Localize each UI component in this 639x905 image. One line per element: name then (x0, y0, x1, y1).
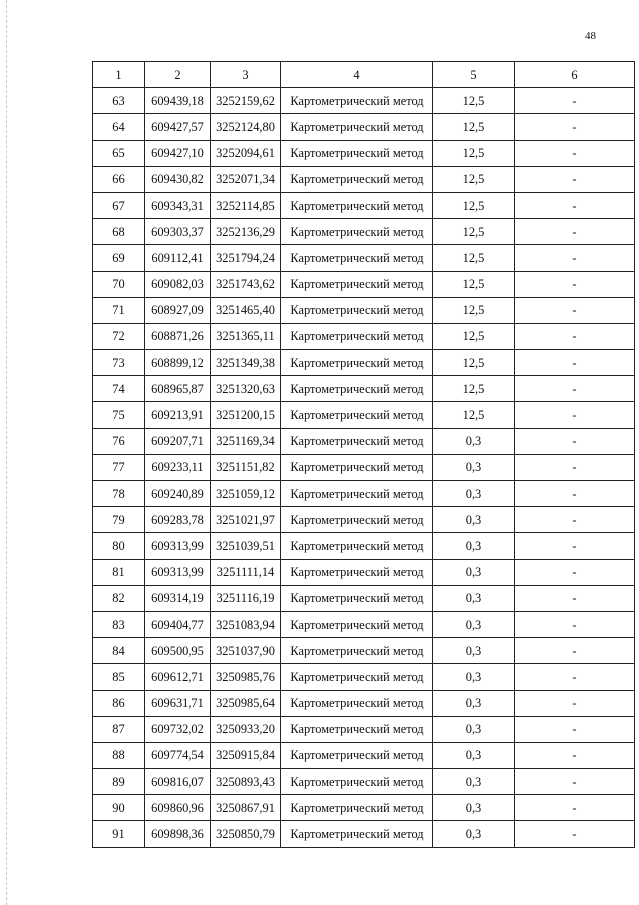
method-cell: Картометрический метод (281, 742, 433, 768)
x-coordinate-cell: 609898,36 (145, 821, 211, 847)
point-number-cell: 75 (93, 402, 145, 428)
table-row (93, 140, 635, 166)
method-cell: Картометрический метод (281, 402, 433, 428)
precision-cell: 0,3 (433, 769, 515, 795)
y-coordinate-cell: 3252136,29 (211, 219, 281, 245)
x-coordinate-cell: 609082,03 (145, 271, 211, 297)
note-cell: - (515, 219, 635, 245)
method-cell: Картометрический метод (281, 271, 433, 297)
y-coordinate-cell: 3250985,76 (211, 664, 281, 690)
table-body (93, 88, 635, 847)
method-cell: Картометрический метод (281, 690, 433, 716)
x-coordinate-cell: 609313,99 (145, 533, 211, 559)
y-coordinate-cell: 3251039,51 (211, 533, 281, 559)
x-coordinate-cell: 609427,10 (145, 140, 211, 166)
precision-cell: 12,5 (433, 402, 515, 428)
precision-cell: 12,5 (433, 166, 515, 192)
y-coordinate-cell: 3250915,84 (211, 742, 281, 768)
y-coordinate-cell: 3251465,40 (211, 297, 281, 323)
y-coordinate-cell: 3252159,62 (211, 88, 281, 114)
precision-cell: 0,3 (433, 481, 515, 507)
table-row (93, 533, 635, 559)
precision-cell: 12,5 (433, 219, 515, 245)
x-coordinate-cell: 609439,18 (145, 88, 211, 114)
x-coordinate-cell: 609430,82 (145, 166, 211, 192)
point-number-cell: 79 (93, 507, 145, 533)
precision-cell: 12,5 (433, 271, 515, 297)
method-cell: Картометрический метод (281, 245, 433, 271)
table-header-row (93, 62, 635, 88)
table-row (93, 323, 635, 349)
table-row (93, 690, 635, 716)
point-number-cell: 89 (93, 769, 145, 795)
column-header-3: 3 (211, 62, 281, 88)
point-number-cell: 76 (93, 428, 145, 454)
y-coordinate-cell: 3250985,64 (211, 690, 281, 716)
point-number-cell: 86 (93, 690, 145, 716)
precision-cell: 0,3 (433, 716, 515, 742)
precision-cell: 12,5 (433, 140, 515, 166)
method-cell: Картометрический метод (281, 219, 433, 245)
table-row (93, 481, 635, 507)
point-number-cell: 69 (93, 245, 145, 271)
method-cell: Картометрический метод (281, 140, 433, 166)
table-row (93, 559, 635, 585)
x-coordinate-cell: 609283,78 (145, 507, 211, 533)
y-coordinate-cell: 3251151,82 (211, 454, 281, 480)
point-number-cell: 81 (93, 559, 145, 585)
method-cell: Картометрический метод (281, 507, 433, 533)
note-cell: - (515, 376, 635, 402)
note-cell: - (515, 690, 635, 716)
note-cell: - (515, 585, 635, 611)
method-cell: Картометрический метод (281, 585, 433, 611)
table-row (93, 350, 635, 376)
x-coordinate-cell: 609427,57 (145, 114, 211, 140)
note-cell: - (515, 323, 635, 349)
x-coordinate-cell: 609112,41 (145, 245, 211, 271)
table-row (93, 297, 635, 323)
method-cell: Картометрический метод (281, 795, 433, 821)
note-cell: - (515, 271, 635, 297)
precision-cell: 0,3 (433, 585, 515, 611)
method-cell: Картометрический метод (281, 454, 433, 480)
note-cell: - (515, 742, 635, 768)
x-coordinate-cell: 608899,12 (145, 350, 211, 376)
point-number-cell: 67 (93, 192, 145, 218)
precision-cell: 12,5 (433, 376, 515, 402)
note-cell: - (515, 769, 635, 795)
point-number-cell: 80 (93, 533, 145, 559)
note-cell: - (515, 507, 635, 533)
method-cell: Картометрический метод (281, 481, 433, 507)
table-row (93, 507, 635, 533)
x-coordinate-cell: 609860,96 (145, 795, 211, 821)
precision-cell: 0,3 (433, 533, 515, 559)
point-number-cell: 68 (93, 219, 145, 245)
method-cell: Картометрический метод (281, 192, 433, 218)
precision-cell: 0,3 (433, 611, 515, 637)
table-row (93, 245, 635, 271)
table-row (93, 454, 635, 480)
table-row (93, 88, 635, 114)
column-header-1: 1 (93, 62, 145, 88)
note-cell: - (515, 350, 635, 376)
method-cell: Картометрический метод (281, 611, 433, 637)
point-number-cell: 71 (93, 297, 145, 323)
y-coordinate-cell: 3252114,85 (211, 192, 281, 218)
y-coordinate-cell: 3250933,20 (211, 716, 281, 742)
point-number-cell: 82 (93, 585, 145, 611)
table-row (93, 795, 635, 821)
method-cell: Картометрический метод (281, 297, 433, 323)
table-row (93, 716, 635, 742)
note-cell: - (515, 611, 635, 637)
note-cell: - (515, 821, 635, 847)
point-number-cell: 83 (93, 611, 145, 637)
point-number-cell: 74 (93, 376, 145, 402)
note-cell: - (515, 88, 635, 114)
note-cell: - (515, 114, 635, 140)
y-coordinate-cell: 3251743,62 (211, 271, 281, 297)
table-row (93, 271, 635, 297)
note-cell: - (515, 481, 635, 507)
point-number-cell: 90 (93, 795, 145, 821)
y-coordinate-cell: 3251200,15 (211, 402, 281, 428)
precision-cell: 12,5 (433, 350, 515, 376)
y-coordinate-cell: 3250850,79 (211, 821, 281, 847)
y-coordinate-cell: 3251116,19 (211, 585, 281, 611)
method-cell: Картометрический метод (281, 350, 433, 376)
point-number-cell: 87 (93, 716, 145, 742)
note-cell: - (515, 428, 635, 454)
table-row (93, 219, 635, 245)
precision-cell: 0,3 (433, 664, 515, 690)
y-coordinate-cell: 3252124,80 (211, 114, 281, 140)
point-number-cell: 73 (93, 350, 145, 376)
precision-cell: 12,5 (433, 192, 515, 218)
precision-cell: 0,3 (433, 454, 515, 480)
x-coordinate-cell: 609774,54 (145, 742, 211, 768)
y-coordinate-cell: 3251320,63 (211, 376, 281, 402)
point-number-cell: 88 (93, 742, 145, 768)
method-cell: Картометрический метод (281, 638, 433, 664)
precision-cell: 0,3 (433, 428, 515, 454)
page-number: 48 (585, 30, 596, 42)
method-cell: Картометрический метод (281, 821, 433, 847)
y-coordinate-cell: 3251021,97 (211, 507, 281, 533)
column-header-4: 4 (281, 62, 433, 88)
note-cell: - (515, 140, 635, 166)
x-coordinate-cell: 609213,91 (145, 402, 211, 428)
x-coordinate-cell: 608871,26 (145, 323, 211, 349)
method-cell: Картометрический метод (281, 533, 433, 559)
method-cell: Картометрический метод (281, 88, 433, 114)
x-coordinate-cell: 609314,19 (145, 585, 211, 611)
point-number-cell: 85 (93, 664, 145, 690)
x-coordinate-cell: 609816,07 (145, 769, 211, 795)
x-coordinate-cell: 609303,37 (145, 219, 211, 245)
method-cell: Картометрический метод (281, 323, 433, 349)
table-row (93, 769, 635, 795)
x-coordinate-cell: 609207,71 (145, 428, 211, 454)
note-cell: - (515, 402, 635, 428)
note-cell: - (515, 795, 635, 821)
scan-left-edge (6, 0, 7, 905)
x-coordinate-cell: 609631,71 (145, 690, 211, 716)
x-coordinate-cell: 609233,11 (145, 454, 211, 480)
point-number-cell: 78 (93, 481, 145, 507)
precision-cell: 0,3 (433, 742, 515, 768)
y-coordinate-cell: 3251083,94 (211, 611, 281, 637)
table-row (93, 664, 635, 690)
precision-cell: 12,5 (433, 297, 515, 323)
note-cell: - (515, 664, 635, 690)
table-row (93, 428, 635, 454)
point-number-cell: 66 (93, 166, 145, 192)
method-cell: Картометрический метод (281, 428, 433, 454)
precision-cell: 12,5 (433, 114, 515, 140)
x-coordinate-cell: 609313,99 (145, 559, 211, 585)
y-coordinate-cell: 3251365,11 (211, 323, 281, 349)
x-coordinate-cell: 608965,87 (145, 376, 211, 402)
y-coordinate-cell: 3252071,34 (211, 166, 281, 192)
point-number-cell: 65 (93, 140, 145, 166)
precision-cell: 12,5 (433, 323, 515, 349)
note-cell: - (515, 533, 635, 559)
note-cell: - (515, 166, 635, 192)
column-header-6: 6 (515, 62, 635, 88)
y-coordinate-cell: 3251111,14 (211, 559, 281, 585)
precision-cell: 12,5 (433, 245, 515, 271)
y-coordinate-cell: 3250893,43 (211, 769, 281, 795)
precision-cell: 0,3 (433, 559, 515, 585)
column-header-5: 5 (433, 62, 515, 88)
table-row (93, 638, 635, 664)
x-coordinate-cell: 609732,02 (145, 716, 211, 742)
table-row (93, 114, 635, 140)
point-number-cell: 77 (93, 454, 145, 480)
precision-cell: 0,3 (433, 638, 515, 664)
precision-cell: 0,3 (433, 795, 515, 821)
note-cell: - (515, 192, 635, 218)
x-coordinate-cell: 609404,77 (145, 611, 211, 637)
note-cell: - (515, 716, 635, 742)
precision-cell: 12,5 (433, 88, 515, 114)
x-coordinate-cell: 608927,09 (145, 297, 211, 323)
point-number-cell: 70 (93, 271, 145, 297)
y-coordinate-cell: 3251169,34 (211, 428, 281, 454)
method-cell: Картометрический метод (281, 716, 433, 742)
y-coordinate-cell: 3252094,61 (211, 140, 281, 166)
precision-cell: 0,3 (433, 690, 515, 716)
x-coordinate-cell: 609343,31 (145, 192, 211, 218)
table-row (93, 192, 635, 218)
method-cell: Картометрический метод (281, 664, 433, 690)
table-row (93, 166, 635, 192)
point-number-cell: 84 (93, 638, 145, 664)
table-row (93, 742, 635, 768)
method-cell: Картометрический метод (281, 559, 433, 585)
point-number-cell: 63 (93, 88, 145, 114)
y-coordinate-cell: 3251059,12 (211, 481, 281, 507)
point-number-cell: 91 (93, 821, 145, 847)
table-row (93, 611, 635, 637)
note-cell: - (515, 559, 635, 585)
x-coordinate-cell: 609500,95 (145, 638, 211, 664)
note-cell: - (515, 245, 635, 271)
y-coordinate-cell: 3251037,90 (211, 638, 281, 664)
table-row (93, 402, 635, 428)
table-row (93, 821, 635, 847)
point-number-cell: 72 (93, 323, 145, 349)
method-cell: Картометрический метод (281, 166, 433, 192)
x-coordinate-cell: 609240,89 (145, 481, 211, 507)
column-header-2: 2 (145, 62, 211, 88)
table-row (93, 585, 635, 611)
method-cell: Картометрический метод (281, 769, 433, 795)
method-cell: Картометрический метод (281, 114, 433, 140)
method-cell: Картометрический метод (281, 376, 433, 402)
point-number-cell: 64 (93, 114, 145, 140)
precision-cell: 0,3 (433, 507, 515, 533)
y-coordinate-cell: 3250867,91 (211, 795, 281, 821)
note-cell: - (515, 638, 635, 664)
coordinates-table (92, 61, 635, 848)
y-coordinate-cell: 3251349,38 (211, 350, 281, 376)
table-row (93, 376, 635, 402)
x-coordinate-cell: 609612,71 (145, 664, 211, 690)
y-coordinate-cell: 3251794,24 (211, 245, 281, 271)
note-cell: - (515, 454, 635, 480)
precision-cell: 0,3 (433, 821, 515, 847)
note-cell: - (515, 297, 635, 323)
